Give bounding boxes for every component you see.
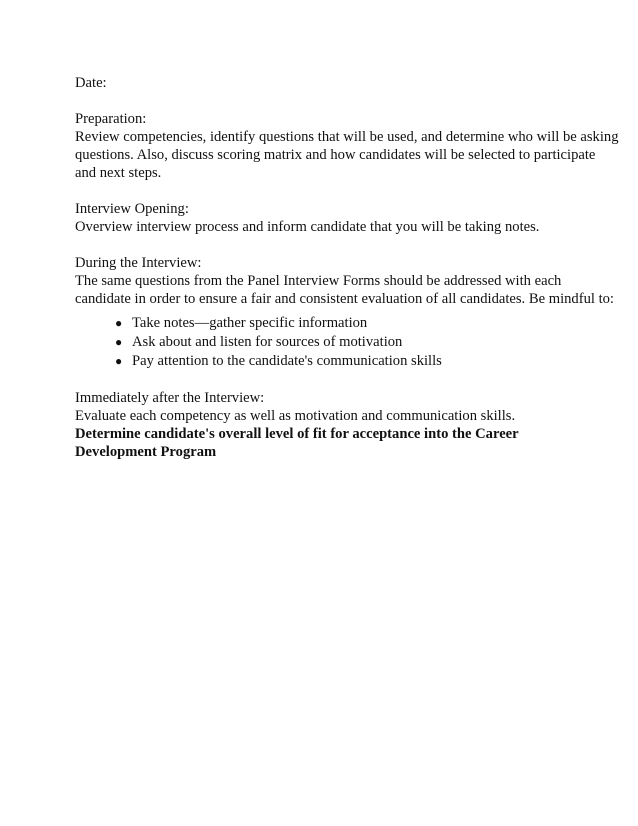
- bullet-icon: ●: [115, 335, 123, 349]
- spacer: [75, 92, 623, 110]
- fit-determination-line-1: Determine candidate's overall level of fit for acceptance into the Career: [75, 426, 519, 442]
- during-interview-section: [75, 254, 623, 371]
- interview-opening-heading: Interview Opening:: [75, 201, 189, 217]
- after-interview-line-1: Evaluate each competency as well as motivation and communication skills.: [75, 408, 516, 424]
- list-item: [115, 352, 623, 371]
- interview-opening-line-1: Overview interview process and inform candidate that you will be taking notes.: [75, 219, 540, 235]
- fit-determination-line-2: Development Program: [75, 444, 217, 460]
- preparation-heading: Preparation:: [75, 111, 147, 127]
- during-interview-heading: During the Interview:: [75, 255, 202, 271]
- spacer: [75, 236, 623, 254]
- interview-opening-section: [75, 200, 623, 236]
- list-item-text: Ask about and listen for sources of motivation: [132, 334, 403, 350]
- spacer: [75, 371, 623, 389]
- preparation-line-3: and next steps.: [75, 165, 162, 181]
- after-interview-section: [75, 389, 623, 461]
- document-body: [75, 74, 623, 461]
- during-interview-line-1: The same questions from the Panel Interview Forms should be addressed with each: [75, 273, 562, 289]
- during-interview-line-2: candidate in order to ensure a fair and consistent evaluation of all candidates. Be mindful to:: [75, 291, 614, 307]
- list-item-text: Pay attention to the candidate's communication skills: [132, 353, 442, 369]
- list-item: [115, 314, 623, 333]
- bullet-icon: ●: [115, 354, 123, 368]
- bullet-icon: ●: [115, 316, 123, 330]
- mindful-list: [75, 314, 623, 371]
- date-label: Date:: [75, 75, 107, 91]
- preparation-line-2: questions. Also, discuss scoring matrix and how candidates will be selected to participate: [75, 147, 596, 163]
- after-interview-heading: Immediately after the Interview:: [75, 390, 265, 406]
- preparation-line-1: Review competencies, identify questions that will be used, and determine who will be asking: [75, 129, 619, 145]
- preparation-section: [75, 110, 623, 182]
- list-item-text: Take notes—gather specific information: [132, 315, 368, 331]
- spacer: [75, 182, 623, 200]
- list-item: [115, 333, 623, 352]
